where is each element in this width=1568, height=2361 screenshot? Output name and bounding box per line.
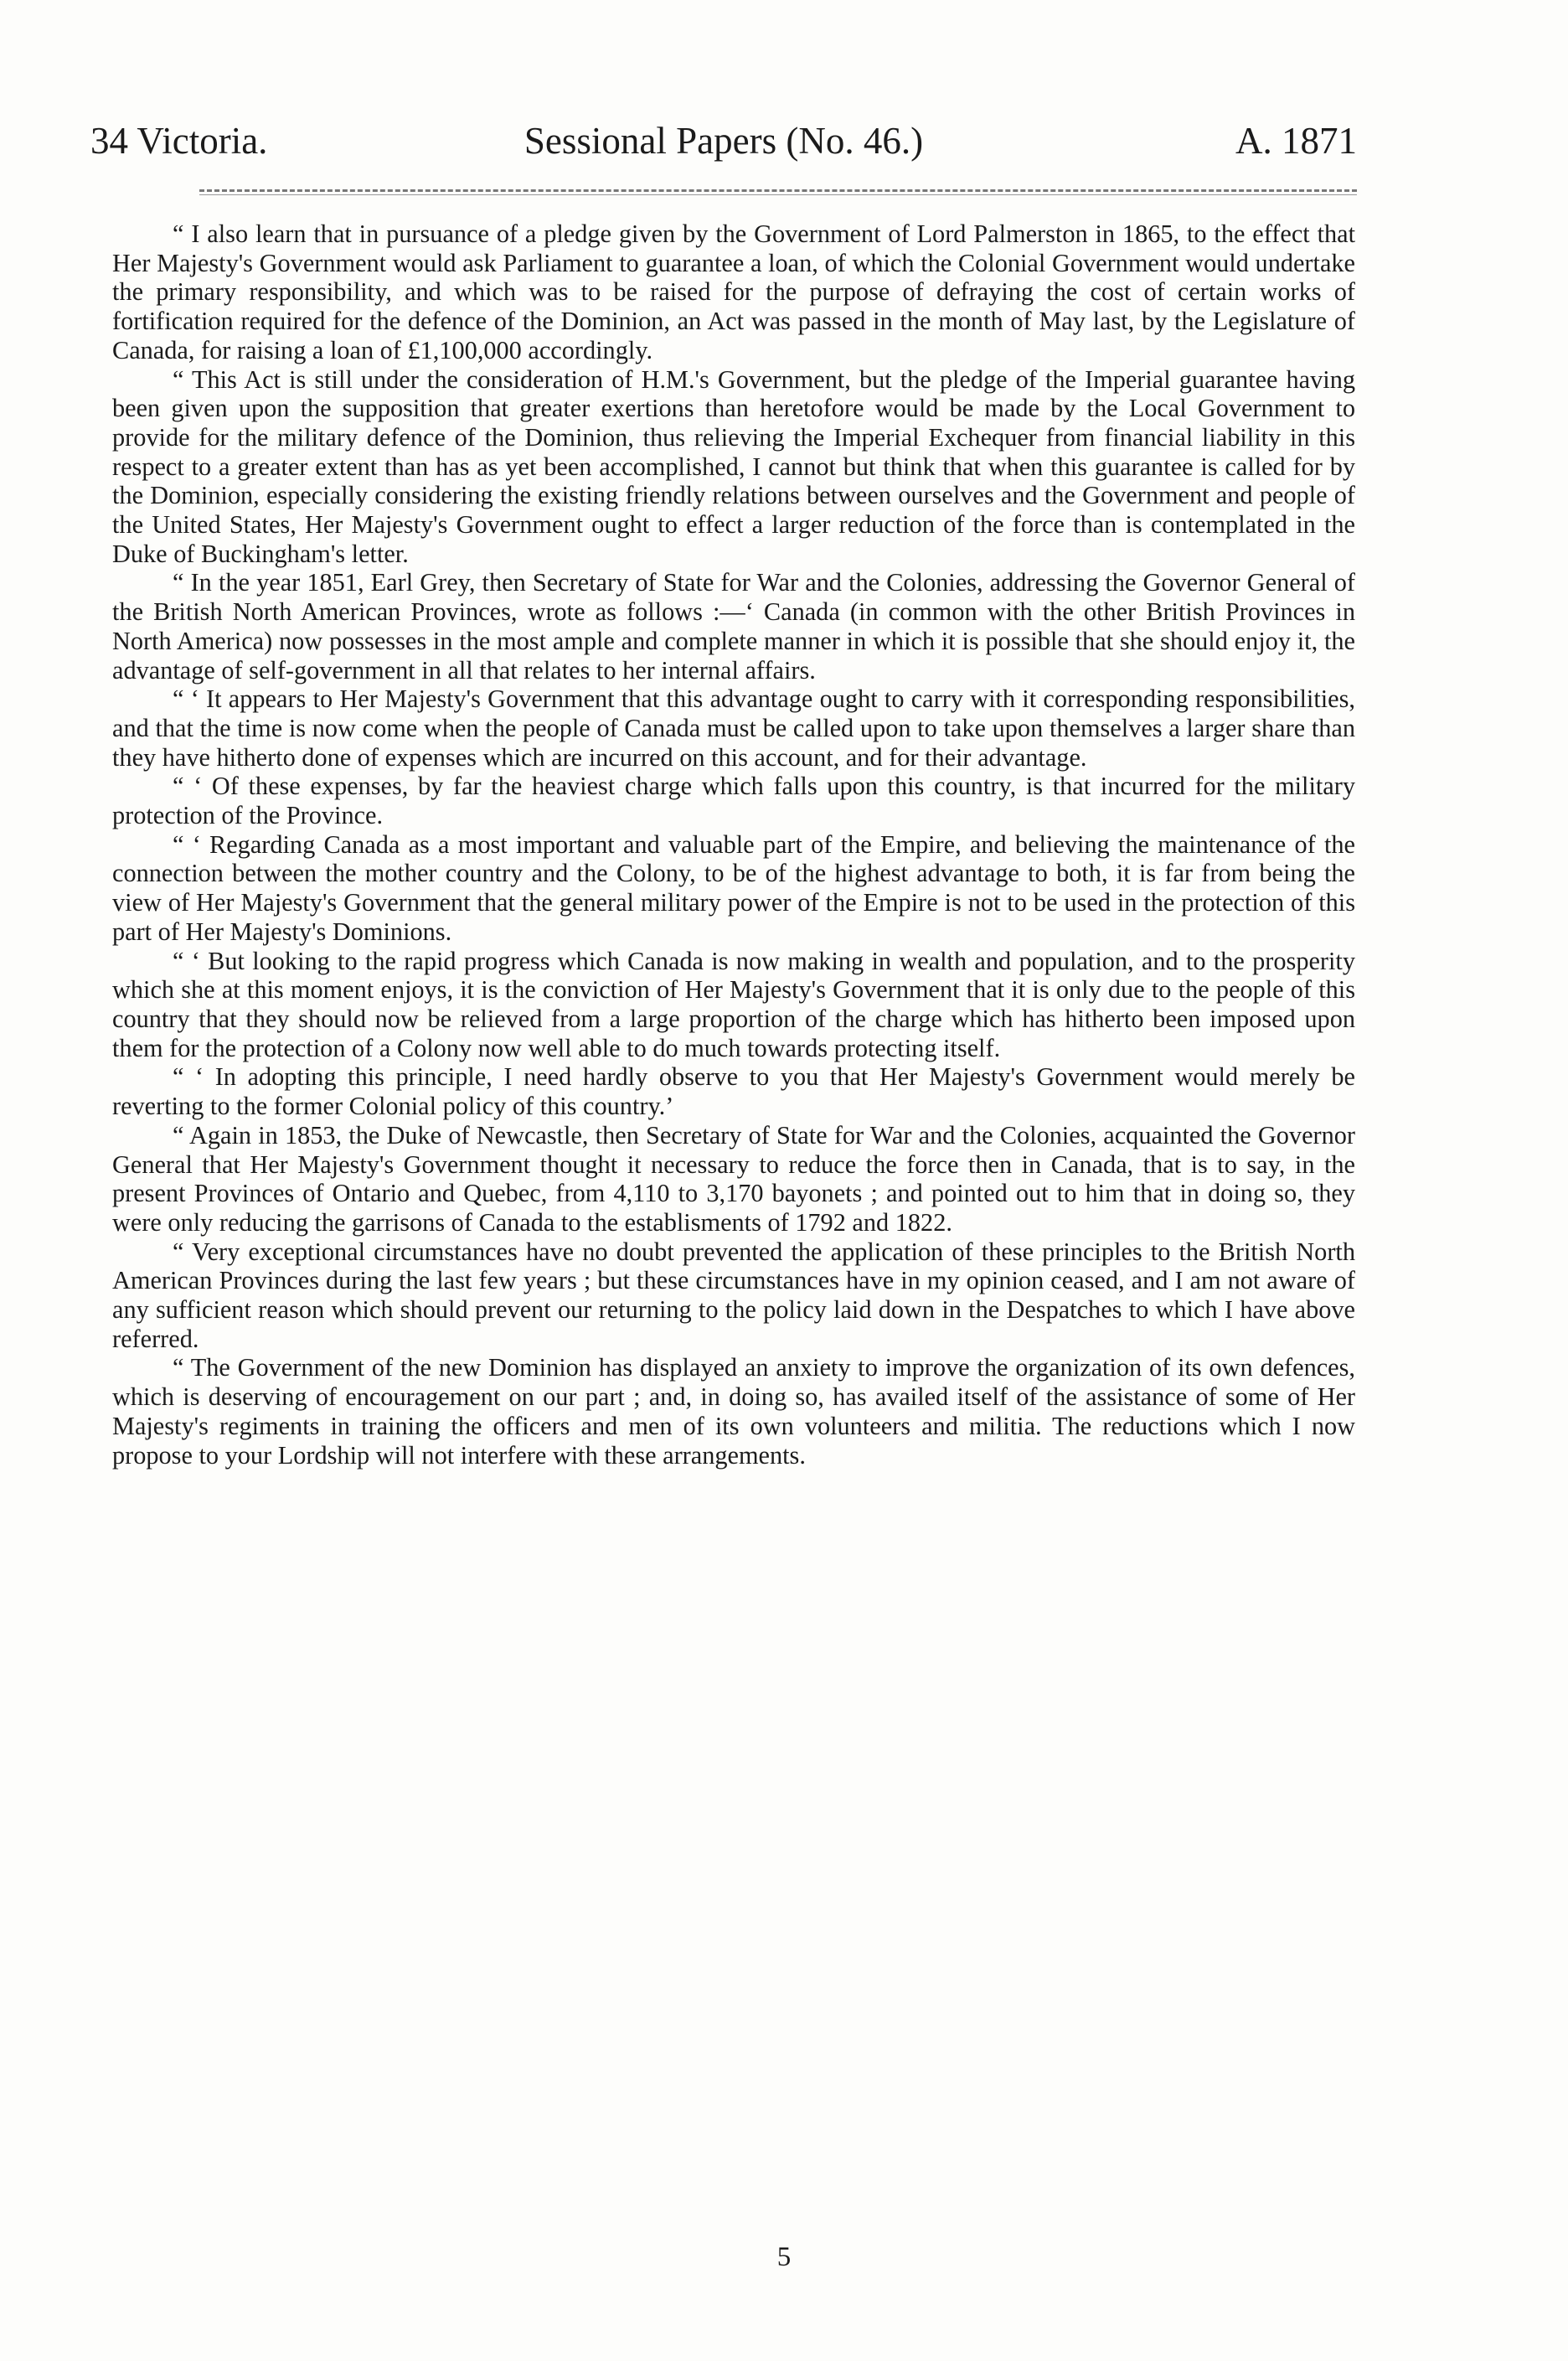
paragraph: “ The Government of the new Dominion has displayed an anxiety to improve the organization of its own defences, which is deserving of encouragement on our part ; and, in doing so, has availed itself of the assistance of some of Her Majesty's regiments in training the officers and men of its own volunteers and militia. The reductions which I now propose to your Lordship will not interfere with these arrangements. — [112, 1353, 1355, 1470]
header-rule-secondary — [199, 194, 1357, 195]
header-year: A. 1871 — [1235, 120, 1357, 162]
header-rule — [199, 189, 1357, 192]
paragraph: “ Again in 1853, the Duke of Newcastle, then Secretary of State for War and the Colonies, acquainted the Governor General that Her Majesty's Government thought it necessary to reduce the force then in Canada, that is to say, in the present Provinces of Ontario and Quebec, from 4,110 to 3,170 bayonets ; and pointed out to him that in doing so, they were only reducing the garrisons of Canada to the establisments of 1792 and 1822. — [112, 1120, 1355, 1237]
paragraph: “ ‘ But looking to the rapid progress which Canada is now making in wealth and population, and to the prosperity which she at this moment enjoys, it is the conviction of Her Majesty's Government that it is only due to the people of this country that they should now be relieved from a large proportion of the charge which has hitherto been imposed upon them for the protection of a Colony now well able to do much towards protecting itself. — [112, 946, 1355, 1062]
paragraph: “ In the year 1851, Earl Grey, then Secretary of State for War and the Colonies, addressing the Governor General of the British North American Provinces, wrote as follows :—‘ Canada (in common with the other British Provinces in North America) now possesses in the most ample and complete manner in which it is possible that she should enjoy it, the advantage of self-government in all that relates to her internal affairs. — [112, 568, 1355, 685]
paragraph: “ Very exceptional circumstances have no doubt prevented the application of these principles to the British North American Provinces during the last few years ; but these circumstances have in my opinion ceased, and I am not aware of any sufficient reason which should prevent our returning to the policy laid down in the Despatches to which I have above referred. — [112, 1237, 1355, 1353]
paragraph: “ This Act is still under the consideration of H.M.'s Government, but the pledge of the Imperial guarantee having been given upon the supposition that greater exertions than heretofore would be made by the Local Government to provide for the military defence of the Dominion, thus relieving the Imperial Exchequer from financial liability in this respect to a greater extent than has as yet been accomplished, I cannot but think that when this guarantee is called for by the Dominion, especially considering the existing friendly relations between ourselves and the Government and people of the United States, Her Majesty's Government ought to effect a larger reduction of the force than is contemplated in the Duke of Buckingham's letter. — [112, 364, 1355, 568]
page-header — [90, 116, 1357, 166]
paragraph: “ ‘ Of these expenses, by far the heaviest charge which falls upon this country, is that incurred for the military protection of the Province. — [112, 772, 1355, 830]
paragraph: “ I also learn that in pursuance of a pledge given by the Government of Lord Palmerston in 1865, to the effect that Her Majesty's Government would ask Parliament to guarantee a loan, of which the Colonial Government would undertake the primary responsibility, and which was to be raised for the purpose of defraying the cost of certain works of fortification required for the defence of the Dominion, an Act was passed in the month of May last, by the Legislature of Canada, for raising a loan of £1,100,000 accordingly. — [112, 220, 1355, 364]
paragraph: “ ‘ In adopting this principle, I need hardly observe to you that Her Majesty's Government would merely be reverting to the former Colonial policy of this country.’ — [112, 1062, 1355, 1121]
paragraph: “ ‘ It appears to Her Majesty's Government that this advantage ought to carry with it corresponding responsibilities, and that the time is now come when the people of Canada must be called upon to take upon themselves a larger share than they have hitherto done of expenses which are incurred on this account, and for their advantage. — [112, 685, 1355, 772]
header-title: Sessional Papers (No. 46.) — [524, 120, 924, 162]
body-text — [112, 220, 1355, 1470]
page-number: 5 — [776, 2242, 792, 2272]
header-session: 34 Victoria. — [90, 120, 268, 162]
paragraph: “ ‘ Regarding Canada as a most important and valuable part of the Empire, and believing the maintenance of the connection between the mother country and the Colony, to be of the highest advantage to both, it is far from being the view of Her Majesty's Government that the general military power of the Empire is not to be used in the protection of this part of Her Majesty's Dominions. — [112, 829, 1355, 946]
